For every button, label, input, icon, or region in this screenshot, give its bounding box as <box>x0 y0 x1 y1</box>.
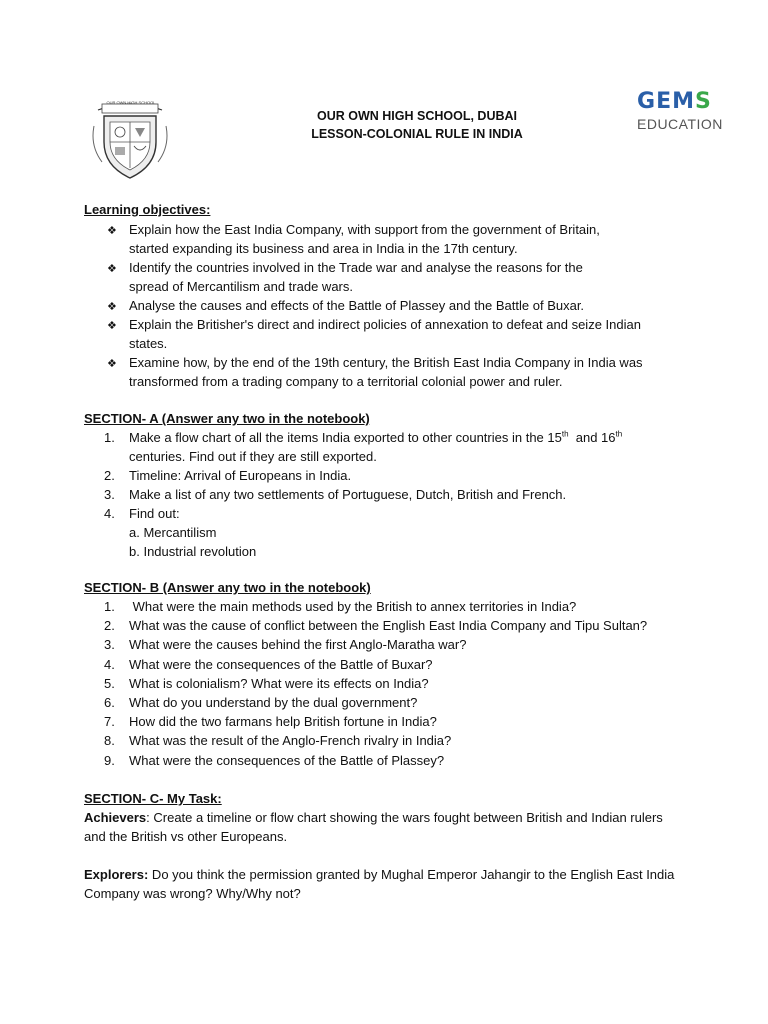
section-b-question: What is colonialism? What were its effects on India? <box>129 675 429 691</box>
gems-wordmark-text: GEMS <box>637 89 712 114</box>
explorers-text: Do you think the permission granted by Mughal Emperor Jahangir to the English East India Company was wrong? Why/Why not? <box>84 867 675 901</box>
diamond-bullet-icon: ❖ <box>107 225 117 237</box>
objective-item-line: Identify the countries involved in the Trade war and analyse the reasons for the <box>129 260 583 275</box>
objective-item-line: transformed from a trading company to a territorial colonial power and ruler. <box>129 374 563 389</box>
achievers-text: : Create a timeline or flow chart showing the wars fought between British and Indian rulers and the British vs other Europeans. <box>84 810 663 844</box>
diamond-bullet-icon: ❖ <box>107 358 117 370</box>
superscript: th <box>615 429 623 439</box>
list-number: 1. <box>104 430 115 445</box>
list-number: 7. <box>104 714 115 730</box>
school-name: OUR OWN HIGH SCHOOL, DUBAI <box>317 109 517 123</box>
section-b-question: What were the main methods used by the British to annex territories in India? <box>129 599 577 614</box>
objective-item-line: Analyse the causes and effects of the Battle of Plassey and the Battle of Buxar. <box>129 298 585 313</box>
list-number: 4. <box>104 506 115 521</box>
gems-education-logo <box>637 90 731 132</box>
diamond-bullet-icon: ❖ <box>107 263 117 275</box>
achievers-label: Achievers <box>84 810 147 825</box>
list-number: 9. <box>104 752 115 768</box>
crest-text: OUR OWN HIGH SCHOOL <box>106 100 156 105</box>
section-b-question: What were the causes behind the first Anglo-Maratha war? <box>129 637 467 653</box>
objective-item-line: Explain the Britisher's direct and indirect policies of annexation to defeat and seize Indian <box>129 317 641 332</box>
section-a-question-2: Timeline: Arrival of Europeans in India. <box>129 468 352 483</box>
section-a-question-3: Make a list of any two settlements of Portuguese, Dutch, British and French. <box>129 487 567 502</box>
section-a-question-1 <box>129 430 622 446</box>
section-b-heading: SECTION- B (Answer any two in the notebook) <box>84 580 371 595</box>
question-text: and 16 <box>568 430 616 445</box>
list-number: 2. <box>104 618 115 634</box>
explorers-label: Explorers: <box>84 867 149 882</box>
section-a-question-4b: b. Industrial revolution <box>129 544 257 559</box>
section-a-question-4: Find out: <box>129 506 180 521</box>
diamond-bullet-icon: ❖ <box>107 320 117 332</box>
section-a-heading: SECTION- A (Answer any two in the notebook) <box>84 411 370 426</box>
section-c-heading: SECTION- C- My Task: <box>84 791 222 806</box>
superscript: th <box>561 429 569 439</box>
objective-item-line: Examine how, by the end of the 19th century, the British East India Company in India was <box>129 355 643 370</box>
lesson-title: LESSON-COLONIAL RULE IN INDIA <box>311 127 523 141</box>
section-b-question: How did the two farmans help British fortune in India? <box>129 714 437 730</box>
section-a-question-4a: a. Mercantilism <box>129 525 217 540</box>
list-number: 8. <box>104 733 115 749</box>
explorers-task <box>84 865 684 903</box>
objective-item-line: spread of Mercantilism and trade wars. <box>129 279 353 294</box>
section-b-question: What were the consequences of the Battle of Plassey? <box>129 752 445 768</box>
list-number: 5. <box>104 675 115 691</box>
objectives-heading: Learning objectives: <box>84 202 211 217</box>
section-b-question: What was the cause of conflict between the English East India Company and Tipu Sultan? <box>129 618 648 634</box>
objective-item-line: started expanding its business and area in India in the 17th century. <box>129 241 518 256</box>
list-number: 2. <box>104 468 115 483</box>
section-b-question: What were the consequences of the Battle of Buxar? <box>129 656 433 672</box>
section-b-question: What was the result of the Anglo-French rivalry in India? <box>129 733 452 749</box>
section-a-question-1-line-2: centuries. Find out if they are still exported. <box>129 449 377 464</box>
achievers-task <box>84 808 684 846</box>
diamond-bullet-icon: ❖ <box>107 301 117 313</box>
question-text: Make a flow chart of all the items India exported to other countries in the 15 <box>129 430 562 445</box>
objective-item-line: Explain how the East India Company, with support from the government of Britain, <box>129 222 600 237</box>
section-b-question: What do you understand by the dual government? <box>129 695 418 710</box>
gems-subtitle: EDUCATION <box>637 116 723 132</box>
list-number: 6. <box>104 695 115 710</box>
school-crest-logo <box>88 96 172 182</box>
list-number: 3. <box>104 487 115 502</box>
objective-item-line: states. <box>129 336 168 351</box>
list-number: 4. <box>104 656 115 672</box>
gems-wordmark <box>637 90 731 114</box>
list-number: 1. <box>104 599 115 614</box>
list-number: 3. <box>104 637 115 653</box>
